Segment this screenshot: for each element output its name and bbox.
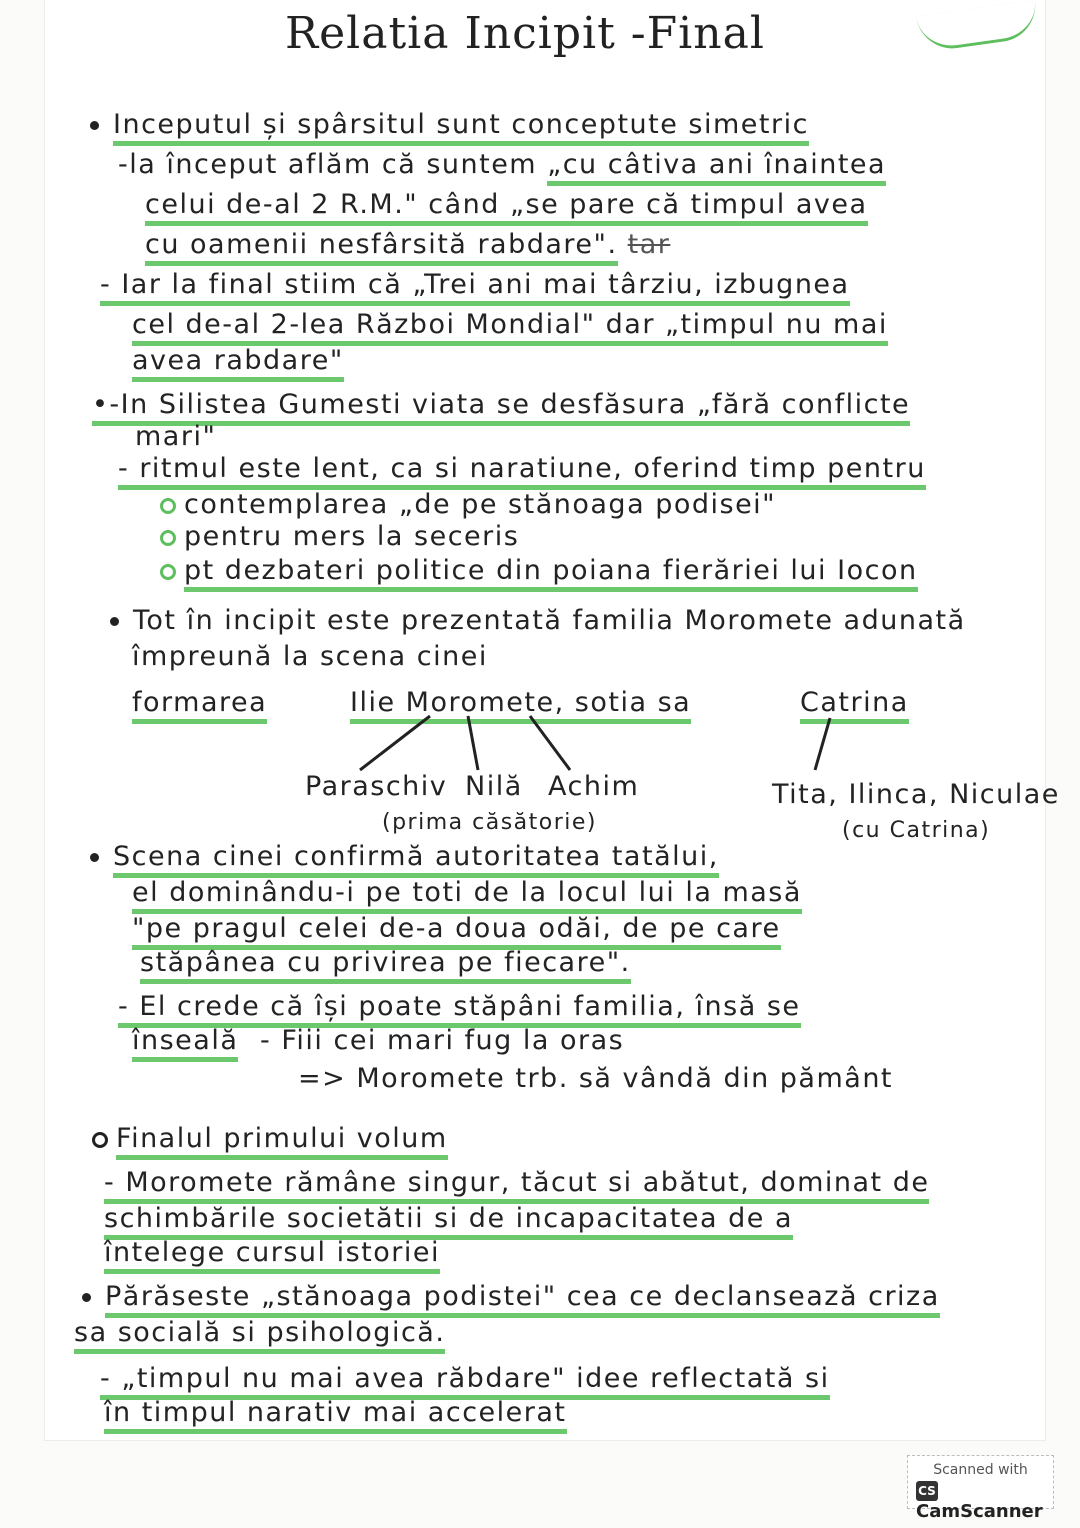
bullet-icon xyxy=(92,1132,108,1148)
family-child: Tita, Ilinca, Niculae xyxy=(772,779,1060,810)
note-text: sa socială si psihologică. xyxy=(74,1317,445,1354)
family-note: (prima căsătorie) xyxy=(382,810,597,835)
note-line xyxy=(74,1316,445,1350)
note-line xyxy=(92,1122,448,1156)
note-line xyxy=(104,1202,793,1236)
note-text: -la început aflăm că suntem xyxy=(118,149,538,180)
note-line xyxy=(100,1362,830,1396)
watermark-caption: Scanned with xyxy=(933,1462,1028,1478)
family-child: Achim xyxy=(548,771,640,802)
note-line xyxy=(140,946,631,980)
note-line xyxy=(260,1024,624,1058)
note-text: => Moromete trb. să vândă din pământ xyxy=(298,1063,894,1094)
note-text: celui de-al 2 R.M." când „se pare că timpul avea xyxy=(145,189,868,226)
quote-text: „cu câtiva ani înaintea xyxy=(547,149,886,186)
note-text: Tot în incipit este prezentată familia Moromete adunată xyxy=(133,605,966,636)
camscanner-logo-icon: CS xyxy=(916,1481,938,1501)
family-child: Paraschiv xyxy=(305,771,448,802)
crossed-text: tar xyxy=(627,229,671,260)
note-text: avea rabdare" xyxy=(132,345,344,382)
note-text: - ritmul este lent, ca si naratiune, oferind timp pentru xyxy=(118,453,926,490)
note-line xyxy=(90,840,719,874)
note-text: în timpul narativ mai accelerat xyxy=(104,1397,567,1434)
note-line xyxy=(298,1062,893,1096)
note-text: împreună la scena cinei xyxy=(132,641,488,672)
note-text: stăpânea cu privirea pe fiecare". xyxy=(140,947,631,984)
note-line xyxy=(132,1024,238,1058)
note-text: schimbările societătii si de incapacitatea de a xyxy=(104,1203,793,1240)
note-text: Inceputul și spârsitul sunt conceptute simetric xyxy=(113,109,809,146)
note-text: - Fiii cei mari fug la oras xyxy=(260,1025,625,1056)
note-line xyxy=(132,912,781,946)
family-note: (cu Catrina) xyxy=(842,818,991,843)
note-line xyxy=(82,1280,940,1314)
note-text: - Moromete rămâne singur, tăcut si abătut, dominat de xyxy=(104,1167,929,1204)
family-father: Ilie Moromete, sotia sa xyxy=(350,687,691,724)
note-line xyxy=(104,1166,929,1200)
note-text: - „timpul nu mai avea răbdare" idee reflectată si xyxy=(100,1363,830,1400)
note-text: mari" xyxy=(135,421,217,452)
note-line xyxy=(132,876,802,910)
bullet-icon xyxy=(90,853,99,862)
note-text: "pe pragul celei de-a doua odăi, de pe care xyxy=(132,913,781,950)
note-text: Scena cinei confirmă autoritatea tatălui, xyxy=(113,841,719,878)
note-text: formarea xyxy=(132,687,267,724)
note-text: pentru mers la seceris xyxy=(184,521,520,552)
note-text: întelege cursul istoriei xyxy=(104,1237,440,1274)
note-text: Părăseste „stănoaga podistei" cea ce declansează criza xyxy=(105,1281,940,1318)
camscanner-watermark xyxy=(907,1455,1054,1522)
note-text: pt dezbateri politice din poiana fierăriei lui Iocon xyxy=(184,555,918,592)
watermark-brand-text: CamScanner xyxy=(916,1501,1043,1522)
family-mother: Catrina xyxy=(800,687,909,724)
note-text: - Iar la final stiim că „Trei ani mai târziu, izbugnea xyxy=(100,269,850,306)
watermark-brand xyxy=(916,1480,1053,1522)
note-text: cu oamenii nesfârsită rabdare". xyxy=(145,229,618,266)
note-text: - El crede că își poate stăpâni familia, însă se xyxy=(118,991,801,1028)
note-line xyxy=(104,1236,440,1270)
note-text: înseală xyxy=(132,1025,238,1062)
note-text: el dominându-i pe toti de la locul lui la masă xyxy=(132,877,802,914)
note-text: •-In Silistea Gumesti viata se desfăsura „fără conflicte xyxy=(92,389,910,426)
note-text: cel de-al 2-lea Război Mondial" dar „timpul nu mai xyxy=(132,309,888,346)
bullet-icon xyxy=(82,1293,91,1302)
note-text: Finalul primului volum xyxy=(116,1123,448,1160)
family-child: Nilă xyxy=(465,771,523,802)
note-line xyxy=(118,990,801,1024)
page-title: Relatia Incipit -Final xyxy=(285,8,765,59)
note-line xyxy=(104,1396,567,1430)
note-text: contemplarea „de pe stănoaga podisei" xyxy=(184,489,777,520)
